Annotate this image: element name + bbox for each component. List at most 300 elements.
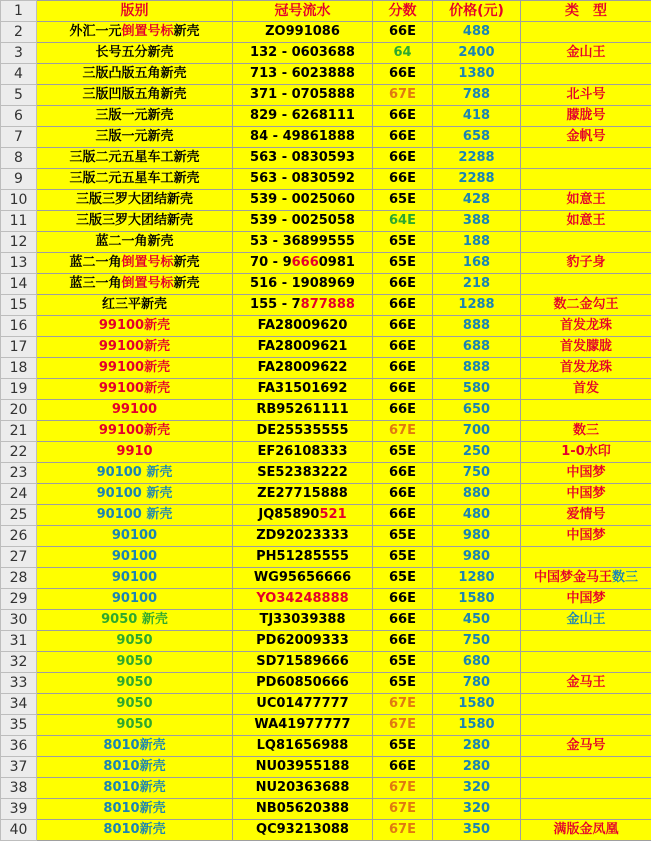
version-cell[interactable] xyxy=(37,190,233,211)
type-cell[interactable] xyxy=(521,421,651,442)
price-cell-text: 488 xyxy=(462,24,491,39)
version-cell[interactable] xyxy=(37,505,233,526)
grade-cell[interactable] xyxy=(373,631,433,652)
type-cell[interactable] xyxy=(521,778,651,799)
type-cell[interactable] xyxy=(521,568,651,589)
serial-cell[interactable] xyxy=(233,610,373,631)
price-cell-text: 1280 xyxy=(458,570,495,585)
version-cell[interactable] xyxy=(37,547,233,568)
serial-cell[interactable] xyxy=(233,295,373,316)
version-cell-text: 新壳 xyxy=(173,24,200,39)
grade-cell[interactable] xyxy=(373,22,433,43)
serial-cell[interactable] xyxy=(233,169,373,190)
grade-cell[interactable] xyxy=(373,484,433,505)
grade-cell[interactable] xyxy=(373,589,433,610)
table-row xyxy=(1,820,651,841)
grade-cell-text: 67E xyxy=(389,423,416,438)
price-cell[interactable] xyxy=(433,526,521,547)
grade-cell[interactable] xyxy=(373,421,433,442)
serial-cell[interactable] xyxy=(233,64,373,85)
serial-cell[interactable] xyxy=(233,484,373,505)
grade-cell[interactable] xyxy=(373,127,433,148)
type-cell[interactable] xyxy=(521,400,651,421)
version-cell[interactable] xyxy=(37,22,233,43)
price-cell[interactable] xyxy=(433,253,521,274)
price-cell[interactable] xyxy=(433,463,521,484)
serial-cell[interactable] xyxy=(233,820,373,841)
price-cell[interactable] xyxy=(433,715,521,736)
row-number[interactable]: 16 xyxy=(1,316,37,337)
row-number[interactable]: 10 xyxy=(1,190,37,211)
version-cell[interactable] xyxy=(37,610,233,631)
price-cell[interactable] xyxy=(433,421,521,442)
type-cell-text: 金帆号 xyxy=(566,129,606,144)
grade-cell[interactable] xyxy=(373,715,433,736)
row-number[interactable]: 36 xyxy=(1,736,37,757)
grade-cell[interactable] xyxy=(373,274,433,295)
version-cell[interactable] xyxy=(37,631,233,652)
price-cell[interactable] xyxy=(433,274,521,295)
row-number[interactable]: 24 xyxy=(1,484,37,505)
type-cell[interactable] xyxy=(521,442,651,463)
version-cell[interactable] xyxy=(37,64,233,85)
type-cell[interactable] xyxy=(521,232,651,253)
version-cell-text: 9050 新壳 xyxy=(101,612,168,627)
type-cell[interactable] xyxy=(521,106,651,127)
price-cell[interactable] xyxy=(433,652,521,673)
serial-cell[interactable] xyxy=(233,253,373,274)
grade-cell[interactable] xyxy=(373,505,433,526)
serial-cell[interactable] xyxy=(233,421,373,442)
serial-cell[interactable] xyxy=(233,799,373,820)
type-cell[interactable] xyxy=(521,379,651,400)
price-cell[interactable] xyxy=(433,106,521,127)
serial-cell[interactable] xyxy=(233,463,373,484)
type-cell[interactable] xyxy=(521,169,651,190)
row-number[interactable]: 29 xyxy=(1,589,37,610)
price-cell[interactable] xyxy=(433,547,521,568)
type-cell[interactable] xyxy=(521,820,651,841)
version-cell[interactable] xyxy=(37,379,233,400)
price-cell-text: 888 xyxy=(462,318,491,333)
row-number[interactable]: 37 xyxy=(1,757,37,778)
price-cell[interactable] xyxy=(433,442,521,463)
row-number[interactable]: 19 xyxy=(1,379,37,400)
type-cell[interactable] xyxy=(521,337,651,358)
version-cell[interactable] xyxy=(37,85,233,106)
type-cell[interactable] xyxy=(521,211,651,232)
type-cell[interactable] xyxy=(521,190,651,211)
type-cell[interactable] xyxy=(521,295,651,316)
serial-cell-text: YO34248888 xyxy=(256,591,349,606)
row-number[interactable]: 27 xyxy=(1,547,37,568)
type-cell[interactable] xyxy=(521,547,651,568)
grade-cell[interactable] xyxy=(373,211,433,232)
version-cell[interactable] xyxy=(37,526,233,547)
type-cell[interactable] xyxy=(521,799,651,820)
row-number[interactable]: 33 xyxy=(1,673,37,694)
row-number[interactable]: 6 xyxy=(1,106,37,127)
grade-cell-text: 66E xyxy=(389,591,416,606)
row-number[interactable]: 3 xyxy=(1,43,37,64)
grade-cell[interactable] xyxy=(373,232,433,253)
row-number[interactable]: 14 xyxy=(1,274,37,295)
table-row xyxy=(1,652,651,673)
table-row xyxy=(1,757,651,778)
price-cell[interactable] xyxy=(433,484,521,505)
price-cell[interactable] xyxy=(433,64,521,85)
type-cell[interactable] xyxy=(521,610,651,631)
table-row xyxy=(1,610,651,631)
serial-cell[interactable] xyxy=(233,400,373,421)
price-cell[interactable] xyxy=(433,295,521,316)
price-cell[interactable] xyxy=(433,673,521,694)
row-number[interactable]: 9 xyxy=(1,169,37,190)
grade-cell[interactable] xyxy=(373,337,433,358)
serial-cell-text: PD62009333 xyxy=(256,633,349,648)
table-row xyxy=(1,505,651,526)
row-number[interactable]: 15 xyxy=(1,295,37,316)
row-number[interactable]: 4 xyxy=(1,64,37,85)
grade-cell[interactable] xyxy=(373,253,433,274)
serial-cell-text: 563 - 0830593 xyxy=(250,150,355,165)
type-cell[interactable] xyxy=(521,589,651,610)
type-cell[interactable] xyxy=(521,736,651,757)
row-number[interactable]: 28 xyxy=(1,568,37,589)
version-cell[interactable] xyxy=(37,169,233,190)
serial-cell[interactable] xyxy=(233,148,373,169)
price-cell-text: 1580 xyxy=(458,696,495,711)
row-number[interactable]: 38 xyxy=(1,778,37,799)
grade-cell[interactable] xyxy=(373,778,433,799)
type-cell[interactable] xyxy=(521,127,651,148)
price-cell[interactable] xyxy=(433,820,521,841)
grade-cell[interactable] xyxy=(373,358,433,379)
price-cell-text: 168 xyxy=(462,255,491,270)
table-row xyxy=(1,631,651,652)
grade-cell[interactable] xyxy=(373,799,433,820)
version-cell[interactable] xyxy=(37,421,233,442)
type-cell[interactable] xyxy=(521,526,651,547)
type-cell-text: 如意王 xyxy=(566,213,606,228)
version-cell[interactable] xyxy=(37,463,233,484)
grade-cell[interactable] xyxy=(373,295,433,316)
price-cell[interactable] xyxy=(433,85,521,106)
price-cell[interactable] xyxy=(433,631,521,652)
version-cell-text: 9910 xyxy=(116,444,153,459)
row-number[interactable]: 13 xyxy=(1,253,37,274)
price-cell[interactable] xyxy=(433,337,521,358)
serial-cell[interactable] xyxy=(233,757,373,778)
grade-cell[interactable] xyxy=(373,694,433,715)
price-cell[interactable] xyxy=(433,358,521,379)
grade-cell[interactable] xyxy=(373,610,433,631)
type-cell[interactable] xyxy=(521,757,651,778)
serial-cell-text: 516 - 1908969 xyxy=(250,276,355,291)
price-cell[interactable] xyxy=(433,22,521,43)
serial-cell[interactable] xyxy=(233,211,373,232)
price-cell-text: 750 xyxy=(462,465,491,480)
type-cell[interactable] xyxy=(521,274,651,295)
type-cell[interactable] xyxy=(521,505,651,526)
type-cell[interactable] xyxy=(521,316,651,337)
serial-cell[interactable] xyxy=(233,568,373,589)
type-cell[interactable] xyxy=(521,652,651,673)
version-cell[interactable] xyxy=(37,799,233,820)
version-cell[interactable] xyxy=(37,43,233,64)
version-cell[interactable] xyxy=(37,757,233,778)
version-cell-text: 倒置号标 xyxy=(121,276,174,291)
type-cell[interactable] xyxy=(521,64,651,85)
sheet-body xyxy=(1,1,651,841)
version-cell[interactable] xyxy=(37,568,233,589)
serial-cell[interactable] xyxy=(233,85,373,106)
price-cell[interactable] xyxy=(433,694,521,715)
grade-cell[interactable] xyxy=(373,442,433,463)
type-cell-text: 豹子身 xyxy=(566,255,606,270)
table-row xyxy=(1,736,651,757)
serial-cell[interactable] xyxy=(233,673,373,694)
type-cell[interactable] xyxy=(521,715,651,736)
price-cell[interactable] xyxy=(433,169,521,190)
grade-cell[interactable] xyxy=(373,463,433,484)
type-cell[interactable] xyxy=(521,631,651,652)
serial-cell[interactable] xyxy=(233,232,373,253)
serial-cell[interactable] xyxy=(233,589,373,610)
version-cell[interactable] xyxy=(37,274,233,295)
version-cell[interactable] xyxy=(37,778,233,799)
serial-cell[interactable] xyxy=(233,337,373,358)
price-cell[interactable] xyxy=(433,589,521,610)
version-cell[interactable] xyxy=(37,589,233,610)
grade-cell[interactable] xyxy=(373,547,433,568)
version-cell[interactable] xyxy=(37,442,233,463)
version-cell[interactable] xyxy=(37,400,233,421)
version-cell[interactable] xyxy=(37,232,233,253)
price-cell[interactable] xyxy=(433,190,521,211)
version-cell[interactable] xyxy=(37,673,233,694)
price-cell[interactable] xyxy=(433,127,521,148)
grade-cell[interactable] xyxy=(373,568,433,589)
table-row xyxy=(1,589,651,610)
serial-cell-text: 53 - 36899555 xyxy=(250,234,355,249)
row-number[interactable]: 5 xyxy=(1,85,37,106)
version-cell[interactable] xyxy=(37,253,233,274)
price-cell-text: 980 xyxy=(462,549,491,564)
version-cell[interactable] xyxy=(37,295,233,316)
table-row xyxy=(1,715,651,736)
row-number[interactable]: 12 xyxy=(1,232,37,253)
serial-cell[interactable] xyxy=(233,694,373,715)
serial-cell[interactable] xyxy=(233,316,373,337)
type-cell[interactable] xyxy=(521,694,651,715)
row-number[interactable]: 1 xyxy=(1,1,37,22)
version-cell[interactable] xyxy=(37,211,233,232)
table-row xyxy=(1,127,651,148)
price-cell[interactable] xyxy=(433,778,521,799)
row-number[interactable]: 8 xyxy=(1,148,37,169)
serial-cell-text: RB95261111 xyxy=(256,402,349,417)
serial-cell[interactable] xyxy=(233,715,373,736)
row-number[interactable]: 2 xyxy=(1,22,37,43)
serial-cell[interactable] xyxy=(233,127,373,148)
serial-cell[interactable] xyxy=(233,274,373,295)
version-cell[interactable] xyxy=(37,715,233,736)
grade-cell-text: 67E xyxy=(389,780,416,795)
version-cell-text: 99100新壳 xyxy=(98,360,171,375)
grade-cell[interactable] xyxy=(373,190,433,211)
price-cell[interactable] xyxy=(433,736,521,757)
table-row xyxy=(1,778,651,799)
serial-cell[interactable] xyxy=(233,526,373,547)
grade-cell[interactable] xyxy=(373,652,433,673)
grade-cell[interactable] xyxy=(373,757,433,778)
price-cell[interactable] xyxy=(433,232,521,253)
type-cell[interactable] xyxy=(521,484,651,505)
serial-cell[interactable] xyxy=(233,43,373,64)
row-number[interactable]: 21 xyxy=(1,421,37,442)
serial-cell[interactable] xyxy=(233,379,373,400)
grade-cell[interactable] xyxy=(373,673,433,694)
serial-cell[interactable] xyxy=(233,736,373,757)
version-cell[interactable] xyxy=(37,148,233,169)
type-cell[interactable] xyxy=(521,358,651,379)
version-cell-text: 90100 新壳 xyxy=(96,507,173,522)
price-cell[interactable] xyxy=(433,316,521,337)
serial-cell-text: EF26108333 xyxy=(257,444,348,459)
type-cell[interactable] xyxy=(521,253,651,274)
row-number[interactable]: 26 xyxy=(1,526,37,547)
row-number[interactable]: 22 xyxy=(1,442,37,463)
version-cell[interactable] xyxy=(37,316,233,337)
grade-cell[interactable] xyxy=(373,85,433,106)
price-cell-text: 480 xyxy=(462,507,491,522)
row-number[interactable]: 17 xyxy=(1,337,37,358)
serial-cell[interactable] xyxy=(233,778,373,799)
version-cell[interactable] xyxy=(37,820,233,841)
grade-cell[interactable] xyxy=(373,169,433,190)
serial-cell[interactable] xyxy=(233,22,373,43)
grade-cell[interactable] xyxy=(373,64,433,85)
price-cell[interactable] xyxy=(433,400,521,421)
grade-cell[interactable] xyxy=(373,148,433,169)
serial-cell[interactable] xyxy=(233,631,373,652)
grade-cell-text: 65E xyxy=(389,654,416,669)
version-cell-text: 9050 xyxy=(116,696,153,711)
type-cell-text: 满版金凤凰 xyxy=(553,822,619,837)
header-grade[interactable]: 分数 xyxy=(373,1,433,22)
version-cell[interactable] xyxy=(37,484,233,505)
price-cell[interactable] xyxy=(433,148,521,169)
grade-cell[interactable] xyxy=(373,820,433,841)
row-number[interactable]: 11 xyxy=(1,211,37,232)
price-cell[interactable] xyxy=(433,43,521,64)
version-cell[interactable] xyxy=(37,337,233,358)
serial-cell[interactable] xyxy=(233,442,373,463)
price-cell-text: 350 xyxy=(462,822,491,837)
grade-cell-text: 66E xyxy=(389,360,416,375)
serial-cell[interactable] xyxy=(233,652,373,673)
grade-cell[interactable] xyxy=(373,379,433,400)
row-number[interactable]: 7 xyxy=(1,127,37,148)
price-cell[interactable] xyxy=(433,211,521,232)
type-cell-text: 中国梦 xyxy=(566,486,606,501)
grade-cell[interactable] xyxy=(373,106,433,127)
price-cell[interactable] xyxy=(433,379,521,400)
type-cell-text: 数三 xyxy=(572,423,599,438)
grade-cell-text: 67E xyxy=(389,717,416,732)
grade-cell[interactable] xyxy=(373,526,433,547)
row-number[interactable]: 18 xyxy=(1,358,37,379)
version-cell-text: 8010新壳 xyxy=(103,801,166,816)
type-cell[interactable] xyxy=(521,43,651,64)
row-number[interactable]: 39 xyxy=(1,799,37,820)
grade-cell-text: 66E xyxy=(389,297,416,312)
price-cell[interactable] xyxy=(433,799,521,820)
row-number[interactable]: 23 xyxy=(1,463,37,484)
serial-cell[interactable] xyxy=(233,547,373,568)
price-cell[interactable] xyxy=(433,757,521,778)
grade-cell-text: 64E xyxy=(389,213,416,228)
grade-cell[interactable] xyxy=(373,400,433,421)
header-serial[interactable]: 冠号流水 xyxy=(233,1,373,22)
grade-cell[interactable] xyxy=(373,43,433,64)
header-type[interactable]: 类 型 xyxy=(521,1,651,22)
version-cell[interactable] xyxy=(37,736,233,757)
row-number[interactable]: 40 xyxy=(1,820,37,841)
version-cell[interactable] xyxy=(37,127,233,148)
serial-cell[interactable] xyxy=(233,358,373,379)
row-number[interactable]: 30 xyxy=(1,610,37,631)
version-cell[interactable] xyxy=(37,694,233,715)
row-number[interactable]: 35 xyxy=(1,715,37,736)
grade-cell[interactable] xyxy=(373,736,433,757)
serial-cell[interactable] xyxy=(233,106,373,127)
serial-cell[interactable] xyxy=(233,505,373,526)
version-cell-text: 99100新壳 xyxy=(98,423,171,438)
serial-cell-text: NB05620388 xyxy=(255,801,350,816)
type-cell[interactable] xyxy=(521,148,651,169)
type-cell-text: 金马号 xyxy=(566,738,606,753)
row-number[interactable]: 34 xyxy=(1,694,37,715)
version-cell[interactable] xyxy=(37,358,233,379)
row-number[interactable]: 31 xyxy=(1,631,37,652)
version-cell[interactable] xyxy=(37,652,233,673)
serial-cell-text: 563 - 0830592 xyxy=(250,171,355,186)
header-price[interactable]: 价格(元) xyxy=(433,1,521,22)
serial-cell-text: FA28009620 xyxy=(257,318,348,333)
serial-cell-text: UC01477777 xyxy=(256,696,349,711)
header-version[interactable]: 版别 xyxy=(37,1,233,22)
type-cell-text: 金山王 xyxy=(566,612,606,627)
price-cell[interactable] xyxy=(433,505,521,526)
type-cell[interactable] xyxy=(521,463,651,484)
price-cell[interactable] xyxy=(433,568,521,589)
price-cell[interactable] xyxy=(433,610,521,631)
type-cell[interactable] xyxy=(521,22,651,43)
type-cell[interactable] xyxy=(521,673,651,694)
serial-cell[interactable] xyxy=(233,190,373,211)
row-number[interactable]: 25 xyxy=(1,505,37,526)
row-number[interactable]: 32 xyxy=(1,652,37,673)
price-cell-text: 780 xyxy=(462,675,491,690)
version-cell-text: 三版三罗大团结新壳 xyxy=(75,213,193,228)
grade-cell-text: 66E xyxy=(389,339,416,354)
type-cell[interactable] xyxy=(521,85,651,106)
version-cell[interactable] xyxy=(37,106,233,127)
grade-cell[interactable] xyxy=(373,316,433,337)
row-number[interactable]: 20 xyxy=(1,400,37,421)
